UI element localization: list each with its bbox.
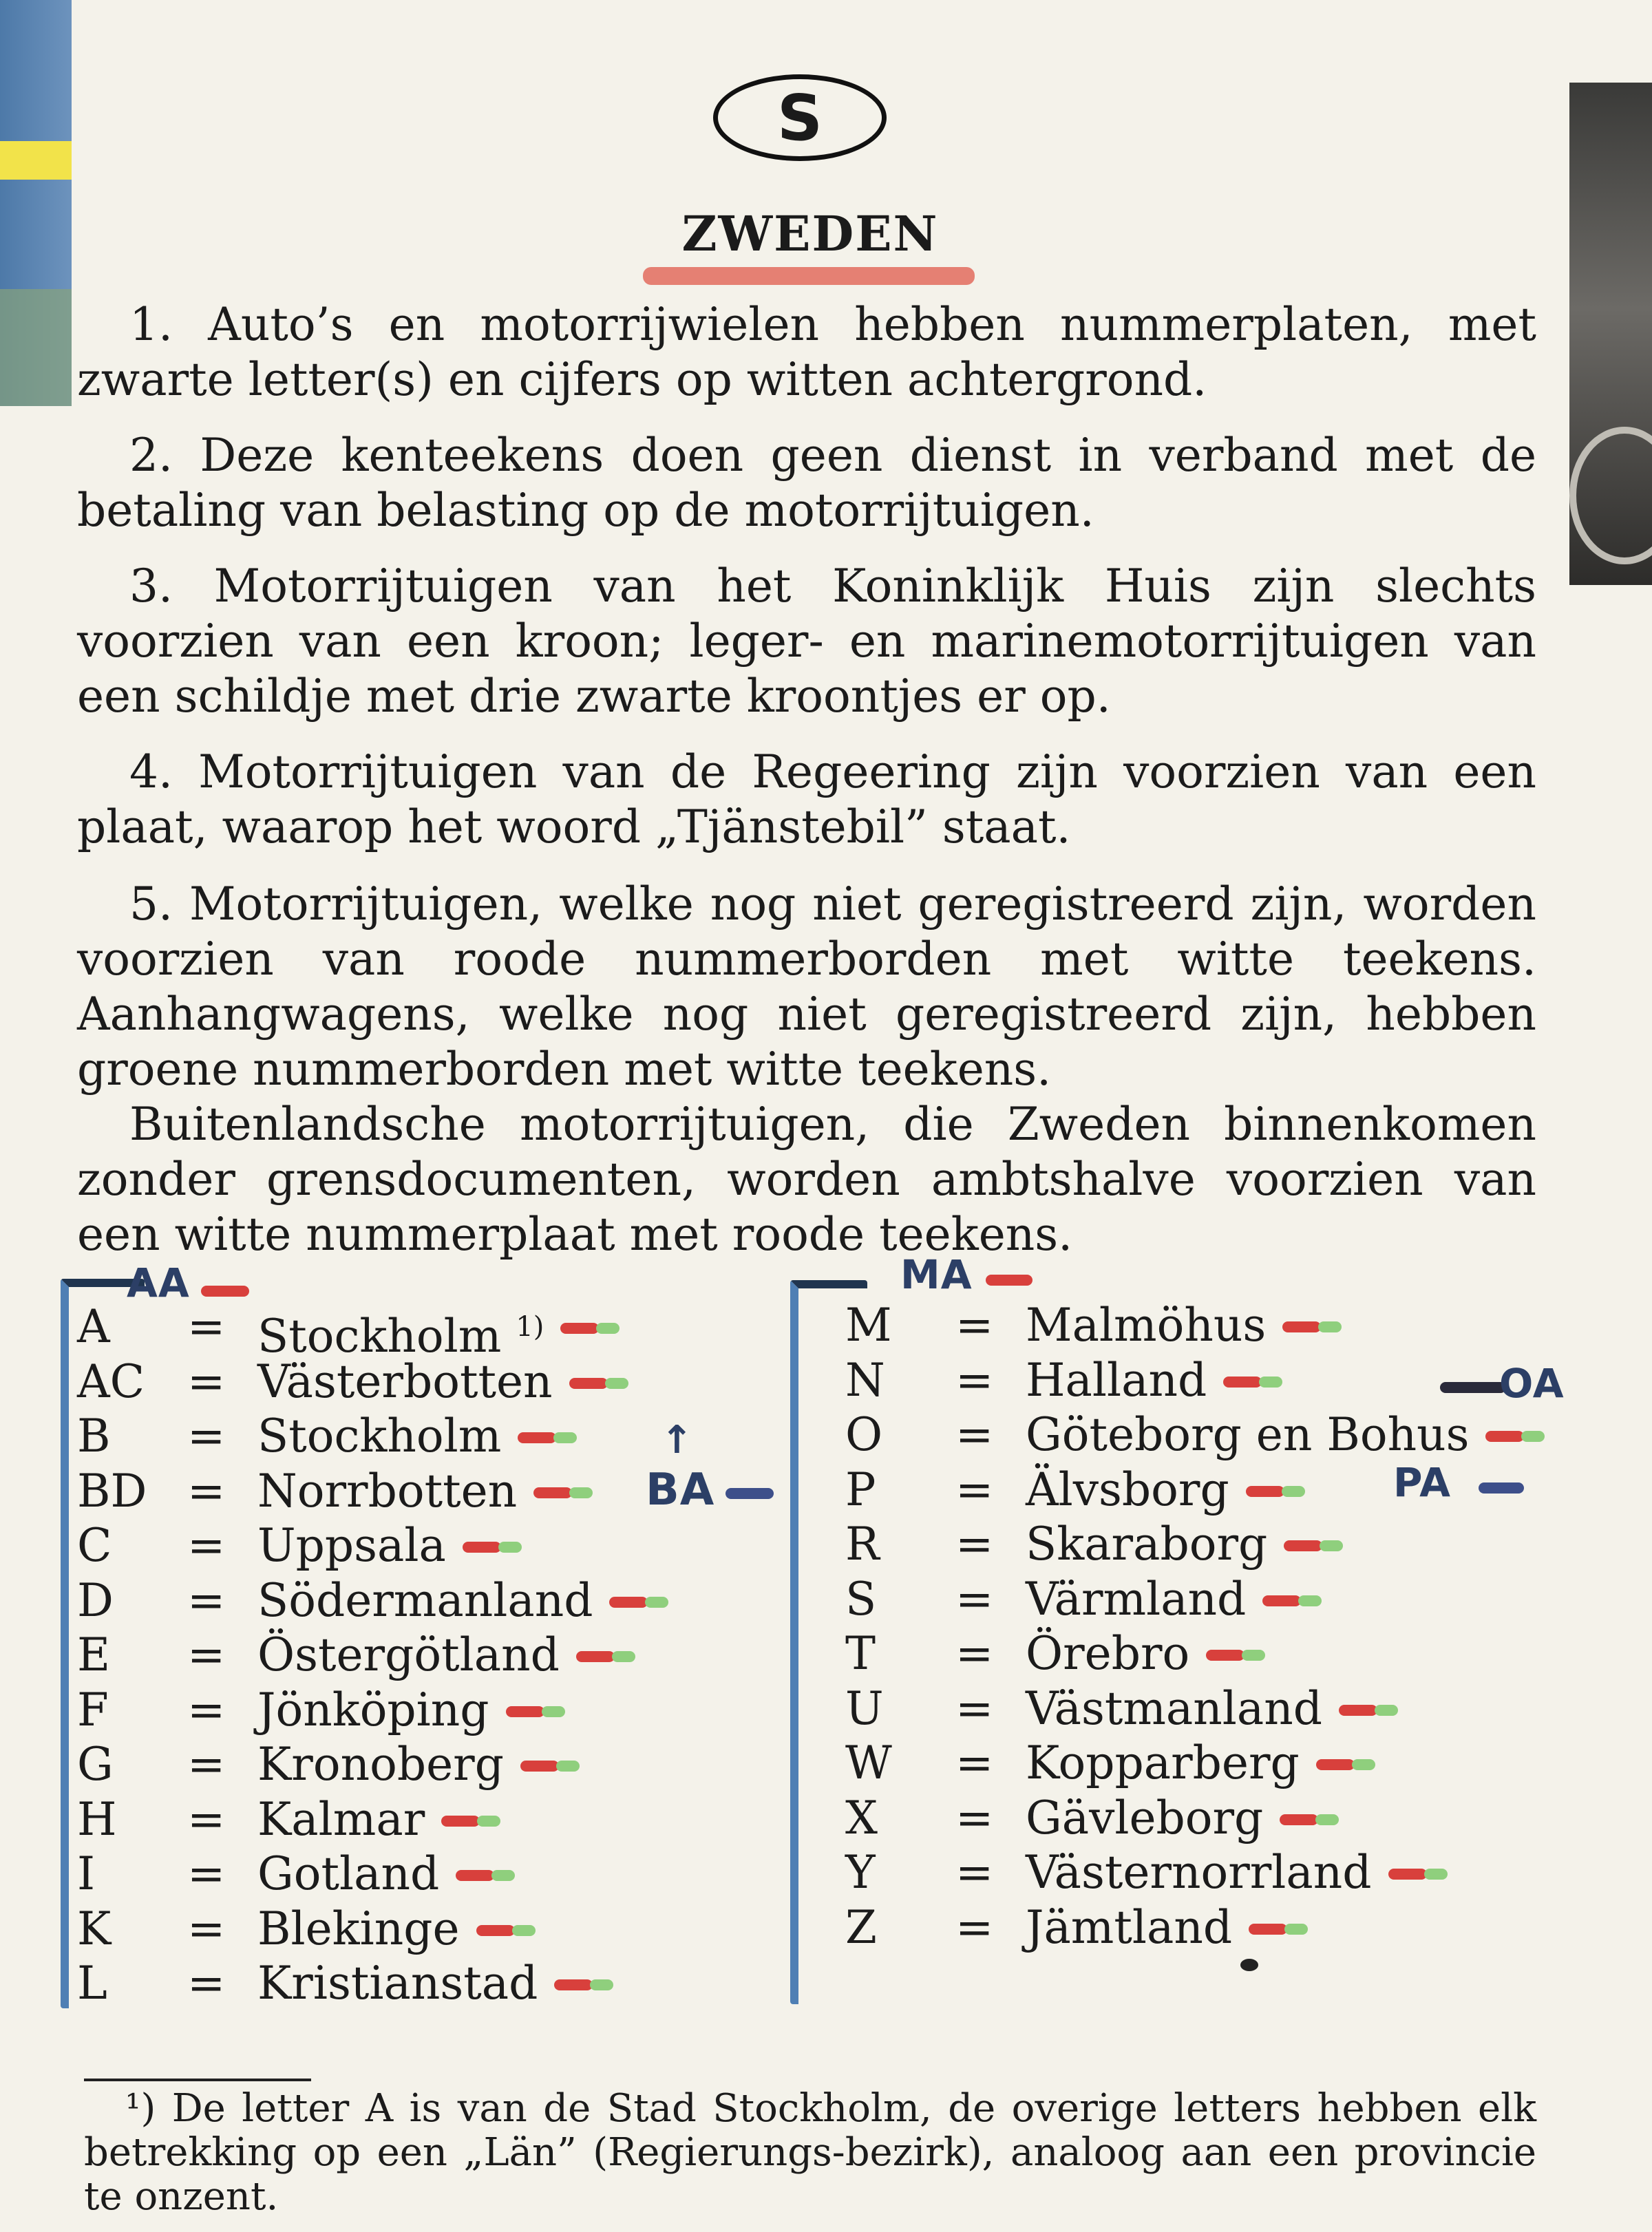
green-marker-dash bbox=[512, 1925, 536, 1936]
registration-code: L bbox=[77, 1957, 107, 2010]
equals-sign: = bbox=[187, 1847, 226, 1900]
equals-sign: = bbox=[955, 1846, 994, 1899]
registration-code: D bbox=[77, 1573, 114, 1627]
wheel-fragment bbox=[1569, 427, 1652, 564]
equals-sign: = bbox=[955, 1408, 994, 1461]
county-name-text: Gävleborg bbox=[1026, 1791, 1264, 1845]
county-name bbox=[1026, 1572, 1246, 1627]
red-marker-dash bbox=[1316, 1759, 1355, 1770]
country-code-oval bbox=[713, 74, 887, 161]
green-marker-dash bbox=[596, 1323, 620, 1334]
handwritten-aa: AA bbox=[127, 1260, 190, 1306]
paragraph-5-text: 5. Motorrijtuigen, welke nog niet geregistreerd zijn, worden voorzien van roode nummerborden met witte teekens. Aanhangwagens, welke nog niet geregistreerd zijn, hebben groene nummerborden met witte teekens. bbox=[77, 878, 1536, 1096]
registration-code: B bbox=[77, 1410, 111, 1463]
handwritten-arrow: ↑ bbox=[661, 1418, 694, 1463]
equals-sign: = bbox=[955, 1518, 994, 1571]
equals-sign: = bbox=[187, 1957, 226, 2010]
footnote-text: ¹) De letter A is van de Stad Stockholm, de overige letters hebben elk betrekking op een „Län” (Regierungs-bezirk), analoog aan een provincie te onzent. bbox=[84, 2086, 1536, 2219]
registration-code: T bbox=[845, 1627, 876, 1680]
footnote-divider bbox=[84, 2079, 311, 2081]
handwritten-oa: OA bbox=[1499, 1360, 1565, 1407]
county-name bbox=[257, 1628, 560, 1683]
paragraph-2-text: 2. Deze kenteekens doen geen dienst in verband met de betaling van belasting op de motorrijtuigen. bbox=[77, 429, 1536, 537]
green-marker-dash bbox=[556, 1761, 580, 1772]
paragraph-3 bbox=[77, 559, 1536, 724]
registration-code: X bbox=[845, 1791, 878, 1845]
county-name-text: Blekinge bbox=[257, 1902, 460, 1955]
registration-code: E bbox=[77, 1628, 111, 1681]
green-marker-dash bbox=[477, 1816, 500, 1827]
county-name bbox=[1026, 1298, 1266, 1353]
county-name-text: Kronoberg bbox=[257, 1738, 504, 1791]
equals-sign: = bbox=[955, 1463, 994, 1516]
red-marker-dash bbox=[533, 1487, 572, 1498]
document-page bbox=[77, 0, 1565, 2232]
footnote-reference: 1) bbox=[516, 1311, 544, 1343]
registration-code: Z bbox=[845, 1900, 877, 1954]
paragraph-1-text: 1. Auto’s en motorrijwielen hebben nummerplaten, met zwarte letter(s) en cijfers op witten achtergrond. bbox=[77, 298, 1536, 406]
left-edge-scrap bbox=[0, 0, 72, 406]
green-marker-dash bbox=[569, 1487, 593, 1498]
green-marker-dash bbox=[590, 1979, 613, 1990]
equals-sign: = bbox=[187, 1354, 226, 1408]
green-marker-dash bbox=[1521, 1431, 1545, 1442]
paragraph-5 bbox=[77, 877, 1536, 1097]
green-marker-dash bbox=[612, 1651, 635, 1662]
red-marker-dash bbox=[463, 1542, 501, 1553]
green-texture bbox=[0, 289, 72, 406]
county-name-text: Norrbotten bbox=[257, 1464, 518, 1518]
red-marker-dash bbox=[576, 1651, 615, 1662]
green-marker-dash bbox=[1282, 1486, 1305, 1497]
county-name bbox=[257, 1683, 489, 1738]
equals-sign: = bbox=[187, 1519, 226, 1572]
page-title: ZWEDEN bbox=[681, 205, 939, 262]
registration-code: K bbox=[77, 1902, 112, 1955]
equals-sign: = bbox=[955, 1353, 994, 1407]
county-name-text: Skaraborg bbox=[1026, 1518, 1268, 1571]
marker-dash bbox=[201, 1286, 249, 1297]
registration-code: O bbox=[845, 1408, 883, 1461]
green-marker-dash bbox=[498, 1542, 522, 1553]
red-marker-dash bbox=[441, 1816, 480, 1827]
red-marker-dash bbox=[1280, 1814, 1318, 1825]
right-edge-photo-scrap bbox=[1569, 83, 1652, 585]
county-name-text: Södermanland bbox=[257, 1573, 593, 1627]
registration-code: M bbox=[845, 1299, 892, 1352]
equals-sign: = bbox=[955, 1900, 994, 1954]
marker-dash bbox=[986, 1275, 1032, 1286]
paragraph-3-text: 3. Motorrijtuigen van het Koninklijk Huis zijn slechts voorzien van een kroon; leger- en marinemotorrijtuigen van een schildje met drie zwarte kroontjes er op. bbox=[77, 560, 1536, 723]
equals-sign: = bbox=[187, 1902, 226, 1955]
paragraph-6 bbox=[77, 1097, 1536, 1262]
county-name-text: Västernorrland bbox=[1026, 1846, 1372, 1899]
county-name-text: Västmanland bbox=[1026, 1681, 1322, 1735]
title-underline-marker bbox=[643, 267, 975, 285]
green-marker-dash bbox=[645, 1597, 668, 1608]
county-name-text: Stockholm bbox=[257, 1410, 502, 1463]
county-name bbox=[257, 1573, 593, 1628]
county-name-text: Stockholm bbox=[257, 1310, 502, 1363]
county-name-text: Gotland bbox=[257, 1847, 440, 1900]
red-marker-dash bbox=[1284, 1540, 1322, 1551]
paragraph-4 bbox=[77, 745, 1536, 855]
county-name-text: Älvsborg bbox=[1026, 1463, 1229, 1516]
equals-sign: = bbox=[187, 1738, 226, 1791]
green-marker-dash bbox=[542, 1706, 565, 1717]
marker-dash bbox=[1440, 1382, 1506, 1393]
county-name-text: Malmöhus bbox=[1026, 1299, 1267, 1352]
paragraph-4-text: 4. Motorrijtuigen van de Regeering zijn voorzien van een plaat, waarop het woord „Tjänstebil” staat. bbox=[77, 745, 1536, 853]
red-marker-dash bbox=[569, 1378, 608, 1389]
red-marker-dash bbox=[1339, 1705, 1377, 1716]
county-name bbox=[1026, 1626, 1189, 1681]
county-name bbox=[257, 1956, 538, 2011]
registration-code: G bbox=[77, 1738, 114, 1791]
equals-sign: = bbox=[187, 1628, 226, 1681]
green-marker-dash bbox=[553, 1432, 577, 1443]
registration-code: F bbox=[77, 1683, 109, 1736]
registration-code: R bbox=[845, 1518, 880, 1571]
green-marker-dash bbox=[1352, 1759, 1375, 1770]
country-code: S bbox=[776, 81, 823, 155]
equals-sign: = bbox=[955, 1681, 994, 1735]
registration-code: H bbox=[77, 1792, 117, 1846]
equals-sign: = bbox=[955, 1299, 994, 1352]
red-marker-dash bbox=[1246, 1486, 1284, 1497]
red-marker-dash bbox=[609, 1597, 648, 1608]
county-name bbox=[257, 1792, 425, 1847]
red-marker-dash bbox=[1249, 1924, 1287, 1935]
registration-code: C bbox=[77, 1519, 112, 1572]
marker-dash bbox=[1479, 1482, 1524, 1494]
red-marker-dash bbox=[1262, 1595, 1301, 1606]
equals-sign: = bbox=[955, 1572, 994, 1626]
handwritten-ma: MA bbox=[900, 1251, 973, 1298]
county-name bbox=[257, 1409, 501, 1464]
county-name-text: Göteborg en Bohus bbox=[1026, 1408, 1470, 1461]
handwritten-pa: PA bbox=[1393, 1459, 1452, 1506]
green-marker-dash bbox=[1375, 1705, 1398, 1716]
paragraph-1 bbox=[77, 297, 1536, 407]
county-name-text: Uppsala bbox=[257, 1519, 446, 1572]
county-name-text: Örebro bbox=[1026, 1627, 1190, 1680]
green-marker-dash bbox=[491, 1870, 515, 1881]
registration-code: BD bbox=[77, 1464, 147, 1518]
county-name-text: Västerbotten bbox=[257, 1354, 553, 1408]
red-marker-dash bbox=[476, 1925, 515, 1936]
red-marker-dash bbox=[1485, 1431, 1524, 1442]
equals-sign: = bbox=[955, 1627, 994, 1680]
county-name bbox=[257, 1518, 446, 1573]
equals-sign: = bbox=[955, 1791, 994, 1845]
county-name-text: Östergötland bbox=[257, 1628, 560, 1681]
green-marker-dash bbox=[605, 1378, 628, 1389]
red-marker-dash bbox=[1388, 1869, 1427, 1880]
county-name-text: Kopparberg bbox=[1026, 1736, 1300, 1789]
red-marker-dash bbox=[506, 1706, 544, 1717]
green-marker-dash bbox=[1298, 1595, 1322, 1606]
red-marker-dash bbox=[1206, 1650, 1245, 1661]
county-name-text: Jönköping bbox=[257, 1683, 489, 1736]
equals-sign: = bbox=[187, 1410, 226, 1463]
equals-sign: = bbox=[187, 1792, 226, 1846]
registration-code: P bbox=[845, 1463, 876, 1516]
county-name bbox=[257, 1464, 517, 1519]
ink-dot bbox=[1240, 1959, 1258, 1971]
county-name bbox=[257, 1737, 504, 1792]
green-marker-dash bbox=[1320, 1540, 1343, 1551]
county-name-text: Kristianstad bbox=[257, 1957, 538, 2010]
registration-code: W bbox=[845, 1736, 892, 1789]
green-marker-dash bbox=[1284, 1924, 1308, 1935]
paragraph-2 bbox=[77, 428, 1536, 538]
registration-code: A bbox=[77, 1300, 110, 1353]
county-name bbox=[1026, 1736, 1300, 1791]
registration-code: U bbox=[845, 1681, 884, 1735]
registration-code: S bbox=[845, 1572, 877, 1626]
green-marker-dash bbox=[1318, 1321, 1342, 1332]
equals-sign: = bbox=[187, 1683, 226, 1736]
red-marker-dash bbox=[1223, 1377, 1262, 1388]
equals-sign: = bbox=[187, 1573, 226, 1627]
county-name-text: Halland bbox=[1026, 1353, 1207, 1407]
green-marker-dash bbox=[1242, 1650, 1265, 1661]
registration-code: N bbox=[845, 1353, 885, 1407]
registration-code: AC bbox=[77, 1354, 145, 1408]
county-name bbox=[1026, 1900, 1232, 1955]
red-marker-dash bbox=[520, 1761, 559, 1772]
green-marker-dash bbox=[1315, 1814, 1339, 1825]
handwritten-ba: BA bbox=[646, 1465, 715, 1516]
county-name-text: Värmland bbox=[1026, 1572, 1247, 1626]
yellow-stripe bbox=[0, 141, 72, 180]
county-name-text: Kalmar bbox=[257, 1792, 425, 1846]
green-marker-dash bbox=[1259, 1377, 1282, 1388]
red-marker-dash bbox=[518, 1432, 556, 1443]
registration-code: I bbox=[77, 1847, 96, 1900]
county-name bbox=[1026, 1791, 1263, 1846]
registration-code: Y bbox=[845, 1846, 876, 1899]
county-name bbox=[257, 1902, 460, 1957]
county-name-text: Jämtland bbox=[1026, 1900, 1233, 1954]
red-marker-dash bbox=[1282, 1321, 1321, 1332]
equals-sign: = bbox=[187, 1464, 226, 1518]
footnote bbox=[84, 2087, 1536, 2219]
county-name bbox=[1026, 1517, 1267, 1572]
county-name bbox=[1026, 1681, 1322, 1736]
county-name bbox=[1026, 1407, 1469, 1463]
county-name bbox=[257, 1354, 553, 1410]
county-name bbox=[1026, 1353, 1207, 1408]
county-name bbox=[1026, 1463, 1229, 1518]
red-marker-dash bbox=[560, 1323, 599, 1334]
equals-sign: = bbox=[187, 1300, 226, 1353]
equals-sign: = bbox=[955, 1736, 994, 1789]
county-name bbox=[1026, 1845, 1372, 1900]
county-name bbox=[257, 1847, 439, 1902]
green-marker-dash bbox=[1424, 1869, 1448, 1880]
red-marker-dash bbox=[456, 1870, 494, 1881]
red-marker-dash bbox=[554, 1979, 593, 1990]
marker-dash bbox=[726, 1488, 774, 1499]
paragraph-6-text: Buitenlandsche motorrijtuigen, die Zweden binnenkomen zonder grensdocumenten, worden ambtshalve voorzien van een witte nummerplaat met roode teekens. bbox=[77, 1098, 1536, 1261]
